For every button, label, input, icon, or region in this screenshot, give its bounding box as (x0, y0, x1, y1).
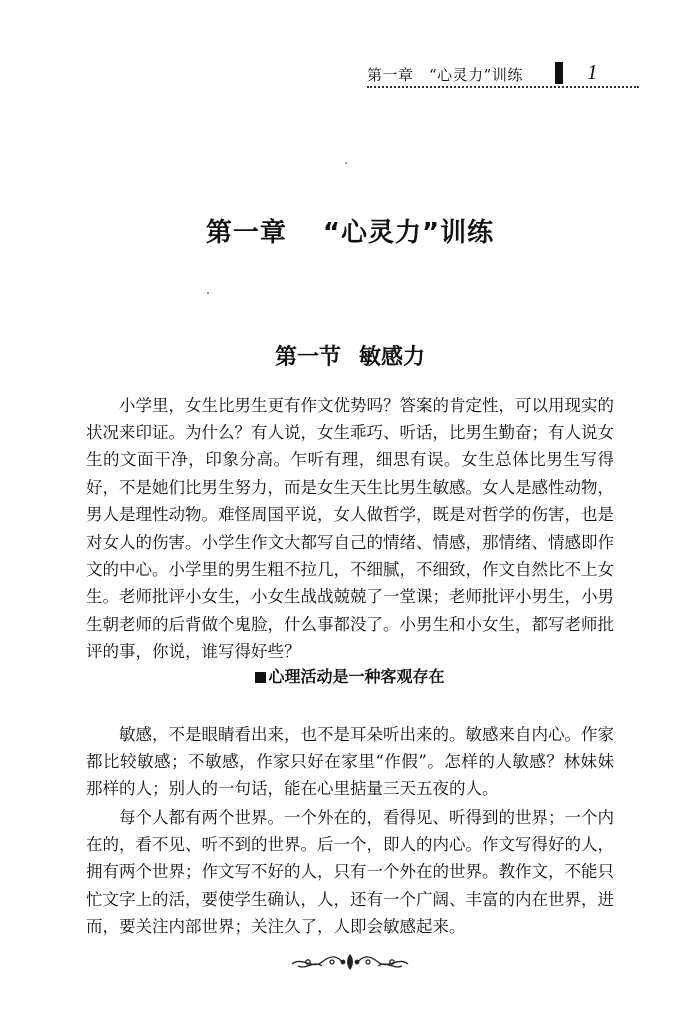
subheading (0, 664, 700, 687)
chapter-name: “心灵力”训练 (322, 218, 495, 248)
section-title (0, 340, 700, 371)
page-number: 1 (587, 60, 598, 84)
section-name: 敏感力 (359, 345, 426, 370)
chapter-title (0, 212, 700, 249)
body-paragraph-2: 敏感，不是眼睛看出来，也不是耳朵听出来的。敏感来自内心。作家都比较敏感；不敏感，作家只好在家里“作假”。怎样的人敏感？林妹妹那样的人；别人的一句话，能在心里掂量三天五夜的人。 (86, 724, 614, 799)
subheading-text: 心理活动是一种客观存在 (268, 667, 445, 686)
print-speck (207, 292, 209, 294)
body-paragraph-3: 每个人都有两个世界。一个外在的，看得见、听得到的世界；一个内在的，看不见、听不到的世界。后一个，即人的内心。作文写得好的人，拥有两个世界；作文写不好的人，只有一个外在的世界。教作文，不能只忙文字上的活，要使学生确认，人，还有一个广阔、丰富的内在世界，进而，要关注内部世界；关注久了，人即会敏感起来。 (86, 807, 614, 937)
ornament-flourish-icon (288, 950, 412, 974)
section-number: 第一节 (274, 345, 341, 370)
print-speck (345, 162, 347, 164)
chapter-number: 第一章 (205, 218, 287, 248)
header-bar-icon (555, 62, 563, 84)
running-header-title: 第一章 “心灵力”训练 (367, 66, 523, 84)
black-square-icon (255, 672, 266, 683)
running-header (367, 62, 640, 88)
header-dotted-rule (367, 86, 639, 88)
body-paragraph-1: 小学里，女生比男生更有作文优势吗？答案的肯定性，可以用现实的状况来印证。为什么？有人说，女生乖巧、听话，比男生勤奋；有人说女生的文面干净，印象分高。乍听有理，细思有误。女生总体比男生写得好，不是她们比男生努力，而是女生天生比男生敏感。女人是感性动物，男人是理性动物。难怪周国平说，女人做哲学，既是对哲学的伤害，也是对女人的伤害。小学生作文大都写自己的情绪、情感，那情绪、情感即作文的中心。小学里的男生粗不拉几，不细腻，不细致，作文自然比不上女生。老师批评小女生，小女生战战兢兢了一堂课；老师批评小男生，小男生朝老师的后背做个鬼脸，什么事都没了。小男生和小女生，都写老师批评的事，你说，谁写得好些？ (86, 395, 614, 662)
